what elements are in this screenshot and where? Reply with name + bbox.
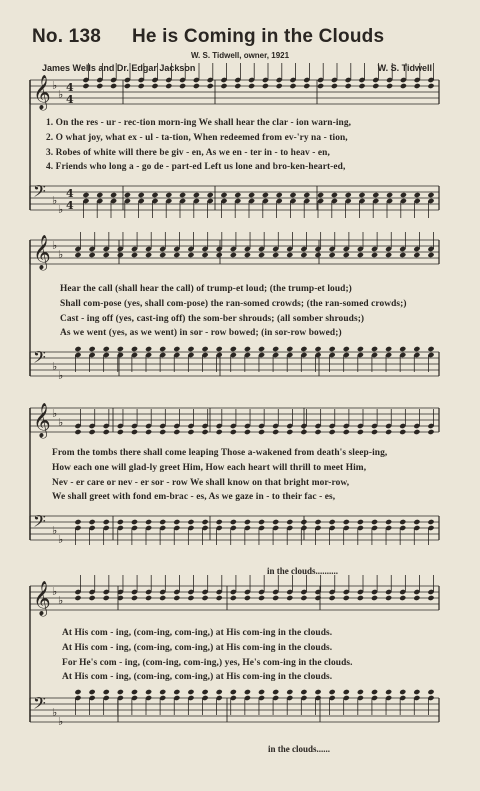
notehead — [286, 595, 293, 601]
notehead — [74, 346, 81, 352]
notehead — [371, 429, 378, 435]
flat-sign: ♭ — [58, 533, 64, 546]
notehead — [413, 689, 420, 695]
notehead — [159, 429, 166, 435]
notehead — [89, 346, 96, 352]
notehead — [165, 192, 172, 198]
flat-sign: ♭ — [52, 239, 58, 252]
notehead — [145, 252, 152, 258]
notehead — [272, 346, 279, 352]
notehead — [216, 595, 223, 601]
notehead — [145, 689, 152, 695]
flat-sign: ♭ — [52, 194, 58, 207]
notehead — [202, 595, 209, 601]
notehead — [343, 689, 350, 695]
notehead — [216, 346, 223, 352]
notehead — [286, 252, 293, 258]
notehead — [317, 192, 324, 198]
notehead — [131, 519, 138, 525]
notehead — [262, 83, 269, 89]
notehead — [103, 346, 110, 352]
notehead — [427, 689, 434, 695]
notehead — [74, 429, 81, 435]
bass-echo-label: in the clouds...... — [268, 744, 331, 754]
notehead — [202, 519, 209, 525]
lyric-line: 3. Robes of white will there be giv - en, As we en - ter in - to heav - en, — [46, 148, 330, 158]
notehead — [202, 346, 209, 352]
notehead — [272, 689, 279, 695]
notehead — [286, 429, 293, 435]
notehead — [124, 192, 131, 198]
notehead — [314, 429, 321, 435]
lyric-line: For He's com - ing, (com-ing, com-ing,) yes, He's com-ing in the clouds. — [62, 658, 353, 668]
notehead — [358, 192, 365, 198]
notehead — [234, 192, 241, 198]
flat-sign: ♭ — [58, 715, 64, 728]
notehead — [372, 83, 379, 89]
notehead — [371, 346, 378, 352]
notehead — [173, 252, 180, 258]
lyric-line: Hear the call (shall hear the call) of trump-et loud; (the trump-et loud;) — [60, 284, 352, 294]
hymn-number: No. 138 — [32, 26, 101, 47]
notehead — [74, 519, 81, 525]
notehead — [244, 252, 251, 258]
notehead — [117, 519, 124, 525]
notehead — [248, 83, 255, 89]
copyright-notice: W. S. Tidwell, owner, 1921 — [190, 51, 290, 60]
notehead — [258, 429, 265, 435]
notehead — [329, 346, 336, 352]
notehead — [138, 83, 145, 89]
notehead — [276, 192, 283, 198]
notehead — [300, 519, 307, 525]
notehead — [230, 429, 237, 435]
notehead — [371, 689, 378, 695]
notehead — [131, 689, 138, 695]
notehead — [386, 83, 393, 89]
notehead — [89, 429, 96, 435]
notehead — [244, 689, 251, 695]
notehead — [413, 252, 420, 258]
notehead — [230, 346, 237, 352]
lyric-line: From the tombs there shall come leaping Those a-wakened from death's sleep-ing, — [52, 448, 388, 458]
treble-clef: 𝄞 — [33, 75, 51, 110]
notehead — [399, 252, 406, 258]
notehead — [151, 192, 158, 198]
notehead — [357, 346, 364, 352]
notehead — [329, 595, 336, 601]
notehead — [187, 346, 194, 352]
notehead — [371, 595, 378, 601]
notehead — [244, 429, 251, 435]
flat-sign: ♭ — [58, 416, 64, 429]
notehead — [343, 595, 350, 601]
notehead — [272, 252, 279, 258]
bass-clef: 𝄢 — [33, 693, 46, 717]
notehead — [193, 192, 200, 198]
notehead — [74, 595, 81, 601]
notehead — [427, 519, 434, 525]
notehead — [131, 429, 138, 435]
notehead — [207, 192, 214, 198]
notehead — [286, 689, 293, 695]
notehead — [216, 689, 223, 695]
notehead — [371, 519, 378, 525]
notehead — [272, 519, 279, 525]
notehead — [179, 192, 186, 198]
notehead — [286, 346, 293, 352]
music-credit: W. S. Tidwell — [377, 63, 432, 73]
notehead — [145, 595, 152, 601]
bass-clef: 𝄢 — [33, 181, 46, 205]
notehead — [314, 595, 321, 601]
notehead — [314, 519, 321, 525]
notehead — [110, 192, 117, 198]
flat-sign: ♭ — [52, 79, 58, 92]
notehead — [385, 689, 392, 695]
notehead — [414, 83, 421, 89]
notehead — [343, 252, 350, 258]
notehead — [216, 429, 223, 435]
notehead — [314, 689, 321, 695]
notehead — [117, 346, 124, 352]
notehead — [427, 595, 434, 601]
notehead — [216, 252, 223, 258]
notehead — [303, 83, 310, 89]
hymn-title: He is Coming in the Clouds — [132, 26, 385, 47]
lyric-line: We shall greet with fond em-brac - es, As we gaze in - to their fac - es, — [52, 492, 336, 502]
notehead — [173, 595, 180, 601]
notehead — [117, 429, 124, 435]
notehead — [230, 689, 237, 695]
notehead — [145, 519, 152, 525]
notehead — [413, 519, 420, 525]
notehead — [345, 192, 352, 198]
flat-sign: ♭ — [52, 360, 58, 373]
notehead — [173, 346, 180, 352]
notehead — [357, 595, 364, 601]
notehead — [286, 519, 293, 525]
notehead — [202, 429, 209, 435]
time-signature-top: 4 — [66, 81, 74, 94]
notehead — [343, 346, 350, 352]
notehead — [74, 252, 81, 258]
time-signature-top: 4 — [66, 187, 74, 200]
notehead — [110, 83, 117, 89]
notehead — [357, 519, 364, 525]
notehead — [117, 689, 124, 695]
notehead — [357, 429, 364, 435]
notehead — [220, 192, 227, 198]
notehead — [314, 252, 321, 258]
notehead — [230, 252, 237, 258]
notehead — [220, 83, 227, 89]
notehead — [399, 595, 406, 601]
notehead — [276, 83, 283, 89]
notehead — [165, 83, 172, 89]
notehead — [385, 519, 392, 525]
lyric-line: How each one will glad-ly greet Him, How each heart will thrill to meet Him, — [52, 463, 367, 473]
notehead — [300, 689, 307, 695]
notehead — [173, 519, 180, 525]
notehead — [371, 252, 378, 258]
notehead — [427, 83, 434, 89]
time-signature-bottom: 4 — [66, 199, 74, 212]
treble-clef: 𝄞 — [33, 403, 51, 438]
notehead — [385, 429, 392, 435]
treble-clef: 𝄞 — [33, 235, 51, 270]
notehead — [103, 595, 110, 601]
flat-sign: ♭ — [52, 706, 58, 719]
notehead — [244, 595, 251, 601]
notehead — [187, 429, 194, 435]
notehead — [400, 83, 407, 89]
alto-echo-label: in the clouds.......... — [267, 566, 339, 576]
notehead — [159, 519, 166, 525]
bass-clef: 𝄢 — [33, 511, 46, 535]
notehead — [173, 429, 180, 435]
notehead — [385, 252, 392, 258]
notehead — [187, 689, 194, 695]
notehead — [117, 252, 124, 258]
lyric-line: 4. Friends who long a - go de - part-ed Left us lone and bro-ken-heart-ed, — [46, 162, 346, 172]
flat-sign: ♭ — [58, 594, 64, 607]
flat-sign: ♭ — [58, 248, 64, 261]
notehead — [159, 689, 166, 695]
notehead — [413, 429, 420, 435]
lyric-line: Nev - er care or nev - er sor - row We shall know on that bright mor-row, — [52, 478, 350, 488]
lyric-line: Cast - ing off (yes, cast-ing off) the som-ber shrouds; (all somber shrouds;) — [60, 314, 365, 324]
flat-sign: ♭ — [58, 369, 64, 382]
notehead — [399, 429, 406, 435]
notehead — [413, 346, 420, 352]
notehead — [399, 689, 406, 695]
notehead — [358, 83, 365, 89]
notehead — [103, 429, 110, 435]
notehead — [89, 595, 96, 601]
notehead — [202, 252, 209, 258]
notehead — [258, 252, 265, 258]
flat-sign: ♭ — [58, 203, 64, 216]
notehead — [230, 519, 237, 525]
notehead — [329, 519, 336, 525]
bass-clef: 𝄢 — [33, 347, 46, 371]
notehead — [234, 83, 241, 89]
notehead — [300, 252, 307, 258]
notehead — [96, 83, 103, 89]
notehead — [103, 519, 110, 525]
notehead — [89, 689, 96, 695]
notehead — [244, 346, 251, 352]
notehead — [124, 83, 131, 89]
notehead — [272, 429, 279, 435]
notehead — [145, 346, 152, 352]
notehead — [89, 519, 96, 525]
notehead — [82, 192, 89, 198]
notehead — [357, 252, 364, 258]
lyric-line: 1. On the res - ur - rec-tion morn-ing We shall hear the clar - ion warn-ing, — [46, 118, 352, 128]
notehead — [244, 519, 251, 525]
notehead — [138, 192, 145, 198]
notehead — [187, 519, 194, 525]
notehead — [399, 346, 406, 352]
notehead — [300, 595, 307, 601]
time-signature-bottom: 4 — [66, 93, 74, 106]
notehead — [386, 192, 393, 198]
notehead — [400, 192, 407, 198]
lyric-line: At His com - ing, (com-ing, com-ing,) at His com-ing in the clouds. — [62, 672, 333, 682]
notehead — [216, 519, 223, 525]
notehead — [103, 252, 110, 258]
notehead — [159, 595, 166, 601]
notehead — [427, 346, 434, 352]
notehead — [159, 252, 166, 258]
notehead — [151, 83, 158, 89]
notehead — [289, 83, 296, 89]
notehead — [385, 346, 392, 352]
notehead — [187, 595, 194, 601]
notehead — [193, 83, 200, 89]
notehead — [258, 346, 265, 352]
notehead — [248, 192, 255, 198]
notehead — [230, 595, 237, 601]
notehead — [427, 252, 434, 258]
notehead — [179, 83, 186, 89]
notehead — [329, 252, 336, 258]
notehead — [103, 689, 110, 695]
flat-sign: ♭ — [52, 407, 58, 420]
treble-clef: 𝄞 — [33, 581, 51, 616]
notehead — [82, 83, 89, 89]
notehead — [131, 346, 138, 352]
lyric-line: 2. O what joy, what ex - ul - ta-tion, When redeemed from ev-'ry na - tion, — [46, 133, 348, 143]
lyric-line: At His com - ing, (com-ing, com-ing,) at His com-ing in the clouds. — [62, 628, 333, 638]
notehead — [89, 252, 96, 258]
notehead — [343, 519, 350, 525]
flat-sign: ♭ — [52, 524, 58, 537]
flat-sign: ♭ — [58, 88, 64, 101]
notehead — [159, 346, 166, 352]
words-credit: James Wells and Dr. Edgar Jackson — [42, 63, 196, 73]
notehead — [207, 83, 214, 89]
notehead — [300, 346, 307, 352]
notehead — [272, 595, 279, 601]
notehead — [131, 252, 138, 258]
notehead — [173, 689, 180, 695]
notehead — [413, 595, 420, 601]
notehead — [74, 689, 81, 695]
notehead — [399, 519, 406, 525]
notehead — [289, 192, 296, 198]
notehead — [331, 192, 338, 198]
notehead — [357, 689, 364, 695]
flat-sign: ♭ — [52, 585, 58, 598]
lyric-line: Shall com-pose (yes, shall com-pose) the ran-somed crowds; (the ran-somed crowds;) — [60, 299, 407, 309]
notehead — [329, 689, 336, 695]
notehead — [372, 192, 379, 198]
notehead — [262, 192, 269, 198]
notehead — [202, 689, 209, 695]
notehead — [314, 346, 321, 352]
notehead — [343, 429, 350, 435]
notehead — [427, 429, 434, 435]
notehead — [303, 192, 310, 198]
lyric-line: At His com - ing, (com-ing, com-ing,) at His com-ing in the clouds. — [62, 643, 333, 653]
notehead — [131, 595, 138, 601]
notehead — [317, 83, 324, 89]
lyric-line: As we went (yes, as we went) in sor - row bowed; (in sor-row bowed;) — [60, 328, 342, 338]
notehead — [414, 192, 421, 198]
notehead — [96, 192, 103, 198]
notehead — [258, 689, 265, 695]
notehead — [345, 83, 352, 89]
notehead — [329, 429, 336, 435]
notehead — [331, 83, 338, 89]
notehead — [258, 519, 265, 525]
notehead — [145, 429, 152, 435]
notehead — [187, 252, 194, 258]
notehead — [385, 595, 392, 601]
notehead — [427, 192, 434, 198]
notehead — [300, 429, 307, 435]
notehead — [258, 595, 265, 601]
